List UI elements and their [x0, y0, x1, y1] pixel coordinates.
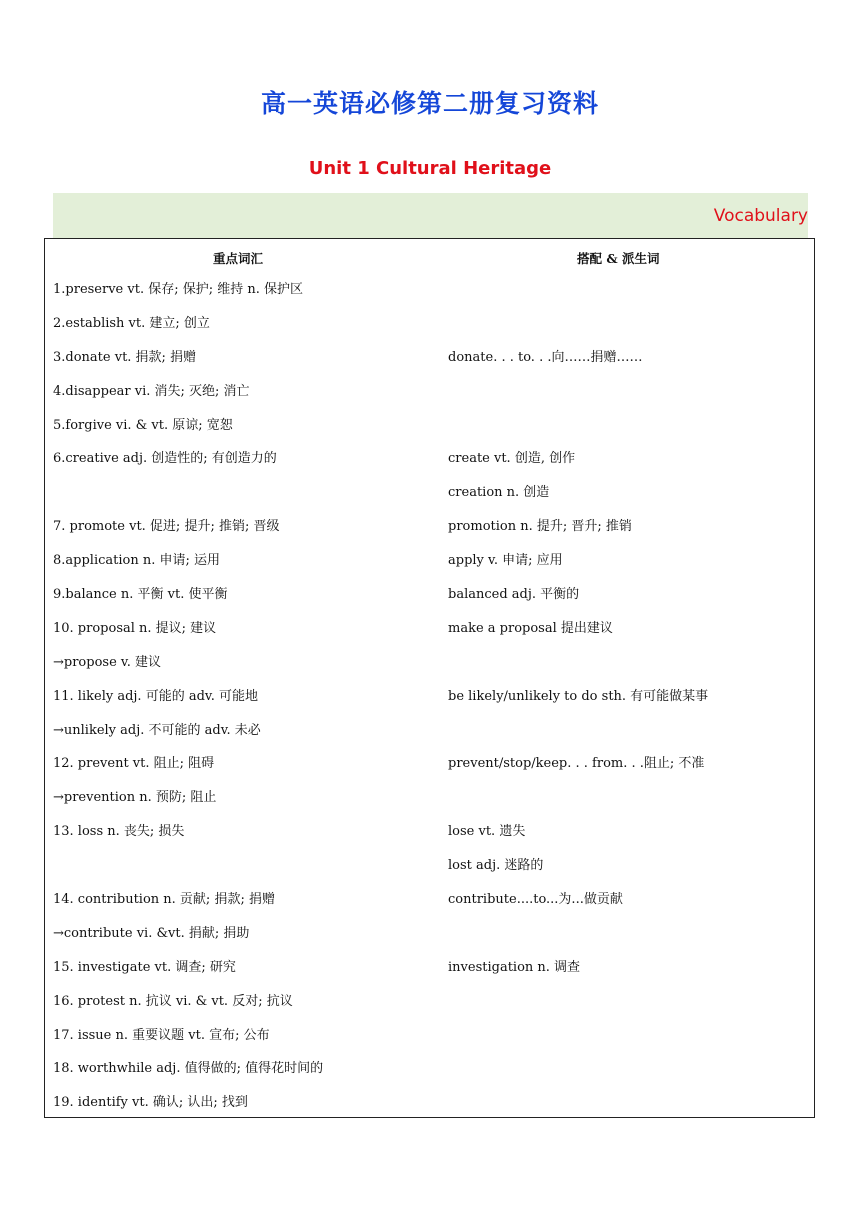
table-row — [45, 714, 814, 748]
table-row — [45, 781, 814, 815]
collocation-entry: apply v. 申请; 应用 — [448, 553, 563, 569]
table-row — [45, 612, 814, 646]
table-rows — [45, 273, 814, 1120]
unit-subtitle: Unit 1 Cultural Heritage — [308, 158, 552, 179]
collocation-entry: create vt. 创造, 创作 — [448, 451, 576, 467]
table-row — [45, 680, 814, 714]
word-entry: 11. likely adj. 可能的 adv. 可能地 — [53, 688, 258, 704]
word-entry: 15. investigate vt. 调查; 研究 — [53, 959, 236, 975]
word-entry: 2.establish vt. 建立; 创立 — [53, 315, 210, 331]
table-row — [45, 883, 814, 917]
word-entry: 6.creative adj. 创造性的; 有创造力的 — [53, 451, 277, 467]
section-label: Vocabulary — [713, 206, 808, 226]
header-collocations: 搭配 & 派生词 — [577, 251, 660, 266]
word-entry: 4.disappear vi. 消失; 灭绝; 消亡 — [53, 383, 250, 399]
collocation-entry: be likely/unlikely to do sth. 有可能做某事 — [448, 688, 709, 704]
table-row — [45, 409, 814, 443]
vocabulary-table — [44, 238, 815, 1118]
collocation-entry: donate. . . to. . .向……捐赠…… — [448, 349, 643, 365]
table-row — [45, 985, 814, 1019]
table-row — [45, 917, 814, 951]
table-row — [45, 1086, 814, 1120]
collocation-entry: lost adj. 迷路的 — [448, 858, 544, 874]
word-entry: 7. promote vt. 促进; 提升; 推销; 晋级 — [53, 519, 280, 535]
word-entry: 5.forgive vi. & vt. 原谅; 宽恕 — [53, 417, 233, 433]
collocation-entry: prevent/stop/keep. . . from. . .阻止; 不准 — [448, 756, 705, 772]
table-row — [45, 442, 814, 476]
word-entry: 13. loss n. 丧失; 损失 — [53, 824, 185, 840]
table-row — [45, 578, 814, 612]
header-key-words: 重点词汇 — [213, 251, 264, 266]
collocation-entry: contribute....to...为...做贡献 — [448, 892, 623, 908]
page-title: 高一英语必修第二册复习资料 — [260, 89, 599, 118]
collocation-entry: make a proposal 提出建议 — [448, 620, 613, 636]
table-row — [45, 307, 814, 341]
table-row — [45, 646, 814, 680]
collocation-entry: lose vt. 遗失 — [448, 824, 526, 840]
word-entry: 17. issue n. 重要议题 vt. 宣布; 公布 — [53, 1027, 270, 1043]
word-entry: 8.application n. 申请; 运用 — [53, 553, 221, 569]
word-entry: 18. worthwhile adj. 值得做的; 值得花时间的 — [53, 1061, 324, 1077]
table-row — [45, 747, 814, 781]
table-row — [45, 849, 814, 883]
word-entry: 19. identify vt. 确认; 认出; 找到 — [53, 1095, 248, 1111]
word-entry: 12. prevent vt. 阻止; 阻碍 — [53, 756, 215, 772]
word-entry: 10. proposal n. 提议; 建议 — [53, 620, 217, 636]
table-row — [45, 510, 814, 544]
table-row — [45, 815, 814, 849]
word-entry: 14. contribution n. 贡献; 捐款; 捐赠 — [53, 892, 275, 908]
collocation-entry: investigation n. 调查 — [448, 959, 581, 975]
word-entry: 1.preserve vt. 保存; 保护; 维持 n. 保护区 — [53, 282, 304, 297]
table-row — [45, 375, 814, 409]
word-entry: →contribute vi. &vt. 捐献; 捐助 — [53, 925, 250, 941]
collocation-entry: creation n. 创造 — [448, 485, 550, 501]
word-entry: →unlikely adj. 不可能的 adv. 未必 — [53, 722, 261, 738]
collocation-entry: balanced adj. 平衡的 — [448, 587, 580, 603]
table-row — [45, 341, 814, 375]
collocation-entry: promotion n. 提升; 晋升; 推销 — [448, 519, 632, 535]
word-entry: 3.donate vt. 捐款; 捐赠 — [53, 349, 197, 365]
table-row — [45, 1019, 814, 1053]
table-row — [45, 476, 814, 510]
word-entry: 9.balance n. 平衡 vt. 使平衡 — [53, 587, 228, 603]
word-entry: 16. protest n. 抗议 vi. & vt. 反对; 抗议 — [53, 993, 293, 1009]
word-entry: →propose v. 建议 — [53, 654, 161, 670]
table-row — [45, 1052, 814, 1086]
section-band — [53, 193, 808, 238]
table-row — [45, 951, 814, 985]
table-row — [45, 273, 814, 307]
table-row — [45, 544, 814, 578]
word-entry: →prevention n. 预防; 阻止 — [53, 790, 217, 806]
